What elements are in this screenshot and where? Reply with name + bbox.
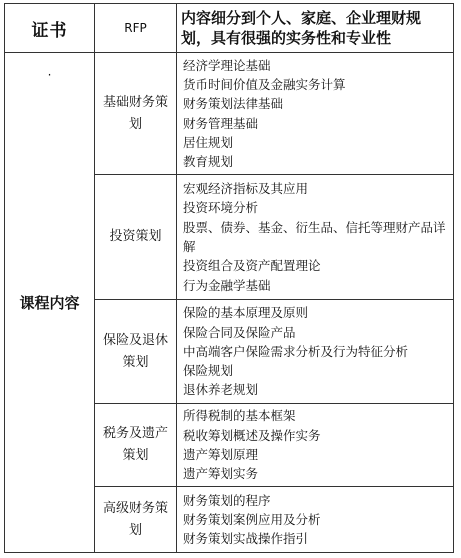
dot-mark: · [47,68,52,82]
topic-item: 行为金融学基础 [183,277,271,293]
header-rfp: RFP [95,4,177,53]
course-label: 课程内容 [19,294,80,312]
section-name: 保险及退休策划 [95,300,177,404]
topic-item: 经济学理论基础 [183,57,271,73]
topic-item: 财务管理基础 [183,115,259,131]
topic-list [177,301,453,401]
topic-item: 财务策划法律基础 [183,96,284,112]
topic-list [177,54,453,174]
topic-list [177,177,453,297]
topic-item: 保险合同及保险产品 [183,324,296,340]
topic-item: 保险规划 [183,363,234,379]
section-name: 基础财务策划 [95,53,177,175]
topic-item: 宏观经济指标及其应用 [183,181,309,197]
topic-item: 所得税制的基本框架 [183,408,296,424]
topic-item: 退休养老规划 [183,382,259,398]
topic-item: 遗产筹划实务 [183,466,259,482]
header-cert: 证书 [5,4,95,53]
section-topics [177,487,454,553]
topic-item: 投资环境分析 [183,200,259,216]
topic-item: 遗产筹划原理 [183,447,259,462]
topic-item: 投资组合及资产配置理论 [183,258,321,274]
topic-item: 保险的基本原理及原则 [183,305,309,321]
section-name: 投资策划 [95,175,177,300]
header-detail: 内容细分到个人、家庭、企业理财规划，具有很强的实务性和专业性 [177,4,454,53]
topic-list [177,489,453,551]
topic-item: 居住规划 [183,134,234,150]
topic-item: 财务策划的程序 [183,492,271,508]
topic-item: 财务策划实战操作指引 [183,531,309,547]
topic-item: 教育规划 [183,154,234,170]
section-topics [177,53,454,175]
section-name: 高级财务策划 [95,487,177,553]
header-row [5,4,454,53]
section-topics [177,404,454,487]
topic-item: 财务策划案例应用及分析 [183,511,321,527]
topic-item: 税收筹划概述及操作实务 [183,427,321,443]
topic-item: 股票、债券、基金、衍生品、信托等理财产品详解 [183,219,446,254]
section-topics [177,175,454,300]
course-cell [5,53,95,553]
section-name: 税务及遗产策划 [95,404,177,487]
topic-list [177,404,453,485]
section-row [5,53,454,175]
section-topics [177,300,454,404]
topic-item: 货币时间价值及金融实务计算 [183,76,346,92]
topic-item: 中高端客户保险需求分析及行为特征分析 [183,343,409,359]
course-table [4,3,454,553]
